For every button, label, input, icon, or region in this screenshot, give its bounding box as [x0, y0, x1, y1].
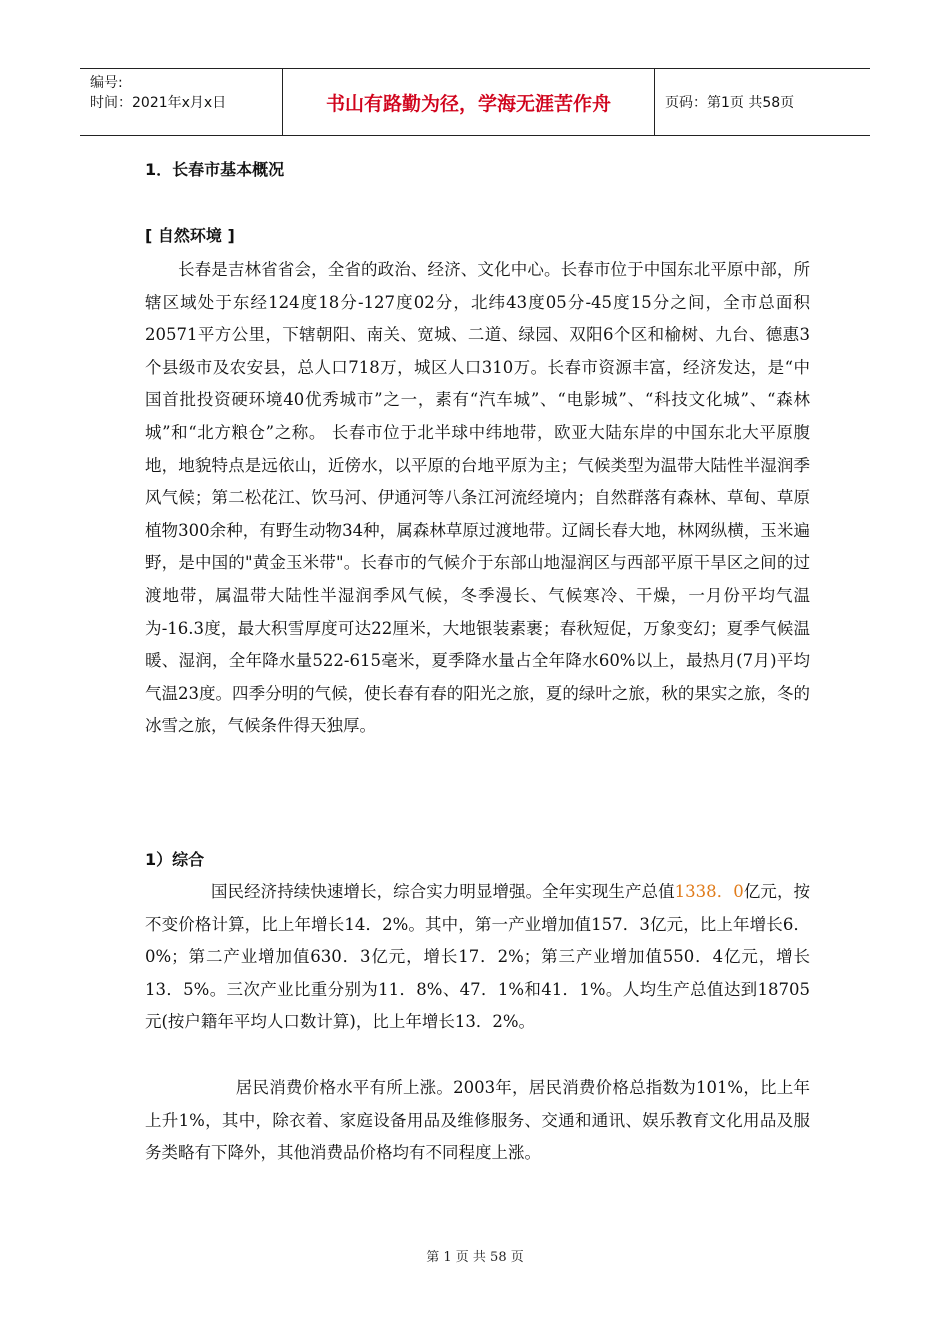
- gdp-lead-text: 国民经济持续快速增长，综合实力明显增强。全年实现生产总值: [211, 882, 675, 901]
- gdp-highlight-value: 1338．0: [674, 882, 744, 901]
- doc-date-label: 时间：2021年x月x日: [90, 95, 227, 111]
- subsection-nature-heading: [ 自然环境 ]: [145, 226, 235, 245]
- section-title: 1．长春市基本概况: [145, 160, 285, 179]
- header-motto: 书山有路勤为径，学海无涯苦作舟: [282, 69, 655, 135]
- doc-number-label: 编号:: [90, 75, 123, 91]
- paragraph-cpi: 居民消费价格水平有所上涨。2003年，居民消费价格总指数为101%，比上年上升1%，其中，除衣着、家庭设备用品及维修服务、交通和通讯、娱乐教育文化用品及服务类略有下降外，其他消费品价格均有不同程度上涨。: [145, 1078, 810, 1163]
- gdp-rest-text: 亿元，按不变价格计算，比上年增长14．2%。其中，第一产业增加值157．3亿元，比上年增长6．0%；第二产业增加值630．3亿元，增长17．2%；第三产业增加值550．4亿元，增长13．5%。三次产业比重分别为11．8%、47．1%和41．1%。人均生产总值达到18705元(按户籍年平均人口数计算)，比上年增长13．2%。: [145, 882, 811, 1032]
- paragraph-gdp: [145, 876, 810, 1039]
- header-page-info: 页码：第1页 共58页: [665, 95, 795, 111]
- paragraph-nature: 长春是吉林省省会，全省的政治、经济、文化中心。长春市位于中国东北平原中部，所辖区域处于东经124度18分-127度02分，北纬43度05分-45度15分之间，全市总面积20571平方公里，下辖朝阳、南关、宽城、二道、绿园、双阳6个区和榆树、九台、德惠3个县级市及农安县，总人口718万，城区人口310万。长春市资源丰富，经济发达，是“中国首批投资硬环境40优秀城市”之一，素有“汽车城”、“电影城”、“科技文化城”、“森林城”和“北方粮仓”之称。 长春市位于北半球中纬地带，欧亚大陆东岸的中国东北大平原腹地，地貌特点是远依山，近傍水，以平原的台地平原为主；气候类型为温带大陆性半湿润季风气候；第二松花江、饮马河、伊通河等八条江河流经境内；自然群落有森林、草甸、草原植物300余种，有野生动物34种，属森林草原过渡地带。辽阔长春大地，林网纵横，玉米遍野，是中国的"黄金玉米带"。长春市的气候介于东部山地湿润区与西部平原干旱区之间的过渡地带，属温带大陆性半湿润季风气候，冬季漫长、气候寒冷、干燥，一月份平均气温为-16.3度，最大积雪厚度可达22厘米，大地银装素裹；春秋短促，万象变幻；夏季气候温暖、湿润，全年降水量522-615毫米，夏季降水量占全年降水60%以上，最热月(7月)平均气温23度。四季分明的气候，使长春有春的阳光之旅，夏的绿叶之旅，秋的果实之旅，冬的冰雪之旅，气候条件得天独厚。: [145, 260, 810, 736]
- page-footer: 第 1 页 共 58 页: [426, 1250, 524, 1265]
- header-meta: [80, 69, 282, 135]
- subsection-general-heading: 1）综合: [145, 850, 205, 869]
- page-header: [80, 68, 870, 136]
